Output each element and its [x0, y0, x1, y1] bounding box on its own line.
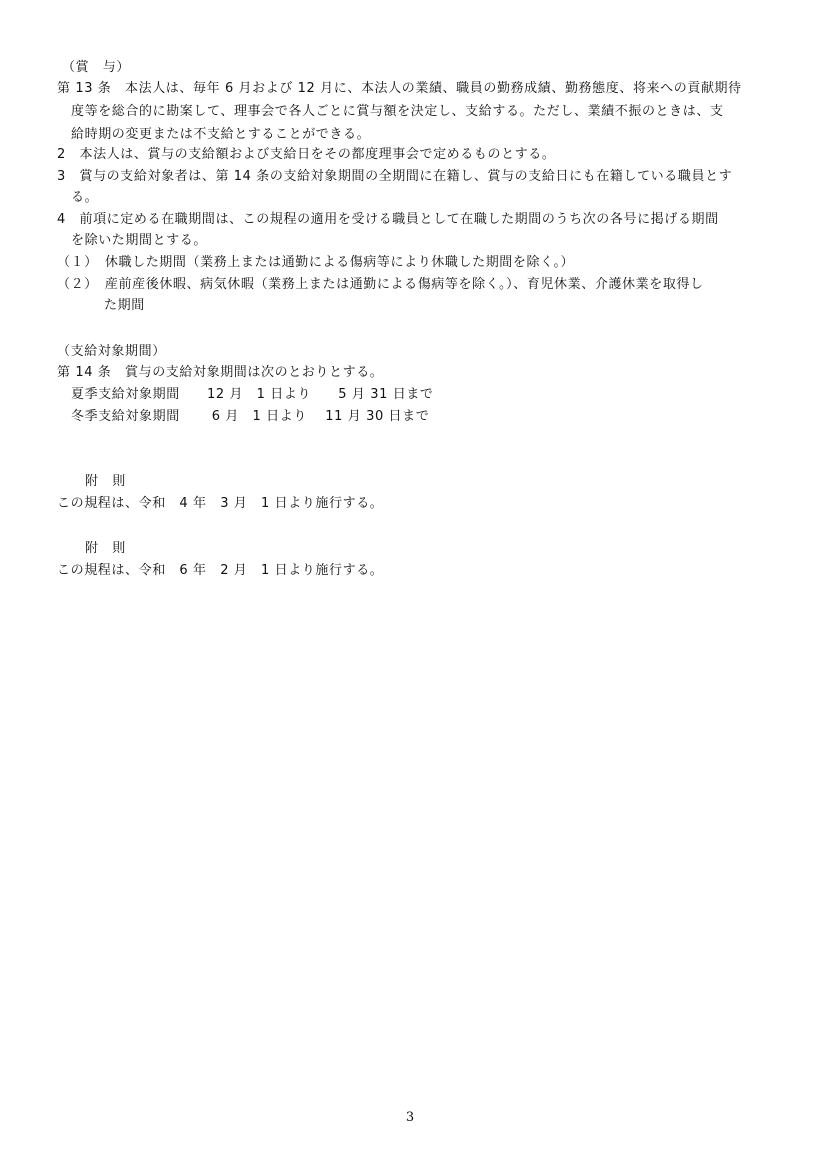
winter-period-line: 冬季支給対象期間 6 月 1 日より 11 月 30 日まで	[71, 409, 430, 424]
list-item-1: （１） 休職した期間（業務上または通勤による傷病等により休職した期間を除く。）	[57, 255, 575, 270]
list-item-2-line-2: た期間	[104, 298, 145, 313]
article-13-paragraph-4-line-1: 4 前項に定める在職期間は、この規程の適用を受ける職員として在職した期間のうち次の各号に掲げる期間	[57, 212, 719, 227]
supplementary-heading-2: 附 則	[85, 541, 126, 556]
article-13-paragraph-2: 2 本法人は、賞与の支給額および支給日をその都度理事会で定めるものとする。	[57, 147, 556, 162]
article-13-paragraph-4-line-2: を除いた期間とする。	[71, 233, 208, 248]
article-13-line-1: 第 13 条 本法人は、毎年 6 月および 12 月に、本法人の業績、職員の勤務成績、勤務態度、将来への貢献期待	[57, 81, 742, 96]
article-13-line-3: 給時期の変更または不支給とすることができる。	[71, 127, 371, 142]
article-13-paragraph-3-line-1: 3 賞与の支給対象者は、第 14 条の支給対象期間の全期間に在籍し、賞与の支給日にも在籍している職員とす	[57, 169, 733, 184]
article-13-paragraph-3-line-2: る。	[71, 190, 99, 205]
article-13-line-2: 度等を総合的に勘案して、理事会で各人ごとに賞与額を決定し、支給する。ただし、業績不振のときは、支	[71, 104, 724, 119]
page-number: 3	[405, 1110, 415, 1125]
article-14-line: 第 14 条 賞与の支給対象期間は次のとおりとする。	[57, 365, 384, 380]
supplementary-text-1: この規程は、令和 4 年 3 月 1 日より施行する。	[57, 496, 384, 511]
list-item-2-line-1: （２） 産前産後休暇、病気休暇（業務上または通勤による傷病等を除く。）、育児休業、介護休業を取得し	[57, 277, 704, 292]
supplementary-heading-1: 附 則	[85, 474, 126, 489]
period-heading: （支給対象期間）	[57, 344, 166, 359]
summer-period-line: 夏季支給対象期間 12 月 1 日より 5 月 31 日まで	[71, 387, 434, 402]
bonus-heading: （賞 与）	[62, 60, 131, 75]
supplementary-text-2: この規程は、令和 6 年 2 月 1 日より施行する。	[57, 563, 384, 578]
